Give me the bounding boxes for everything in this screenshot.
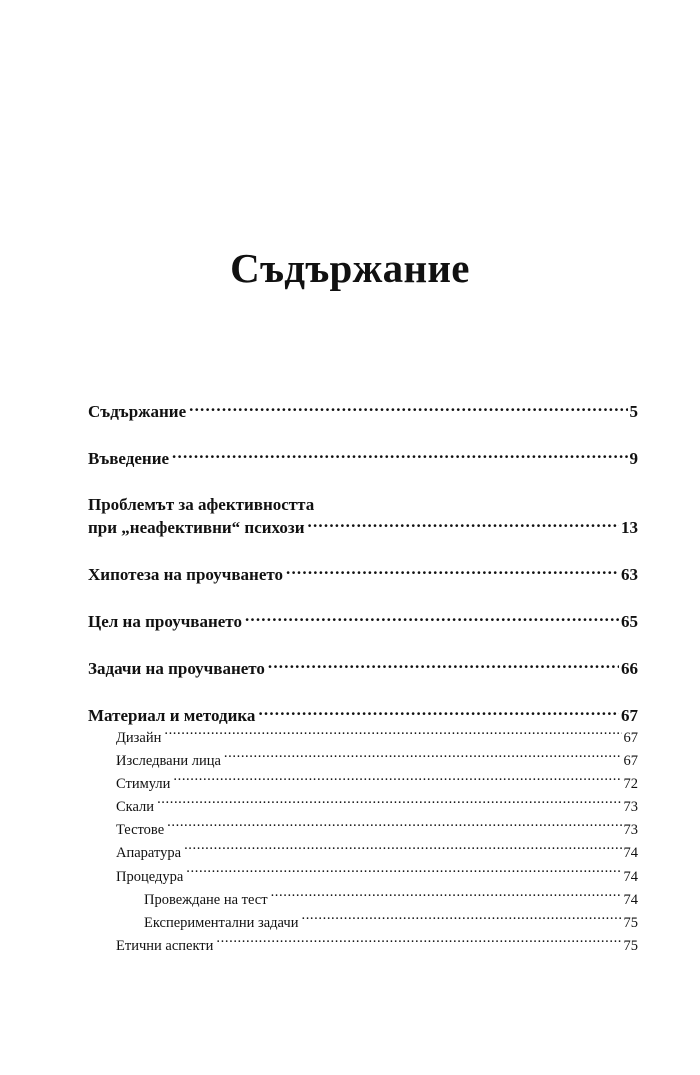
- table-of-contents: [88, 400, 638, 958]
- toc-entry-label-line1[interactable]: Проблемът за афективността: [88, 495, 315, 514]
- toc-subentry-label: Тестове: [116, 822, 165, 839]
- toc-entry-contents[interactable]: [88, 400, 638, 423]
- toc-subentry-test-conduct[interactable]: [88, 889, 638, 912]
- toc-entry-label: Цел на проучването: [88, 612, 242, 631]
- toc-subentry-label: Апаратура: [116, 845, 182, 862]
- toc-subentry-page: 67: [623, 753, 638, 770]
- toc-subentry-label: Дизайн: [116, 730, 162, 746]
- toc-subentry-label: Етични аспекти: [116, 937, 214, 954]
- dot-leader: [245, 610, 619, 627]
- toc-entry-page: 63: [621, 565, 638, 584]
- toc-entry-label: Хипотеза на проучването: [88, 565, 284, 584]
- dot-leader: [164, 728, 621, 743]
- toc-entry-page: 13: [621, 518, 638, 537]
- toc-entry-page: 5: [629, 402, 638, 421]
- dot-leader: [184, 843, 621, 858]
- dot-leader: [268, 657, 619, 674]
- toc-entry-label: Съдържание: [88, 402, 187, 421]
- toc-subentry-page: 74: [623, 845, 638, 862]
- dot-leader: [186, 866, 621, 881]
- toc-subentry-label: Скали: [116, 799, 155, 816]
- toc-subentry-page: 73: [623, 799, 638, 816]
- dot-leader: [157, 797, 621, 812]
- toc-subentry-page: 75: [623, 937, 638, 954]
- dot-leader: [258, 704, 619, 721]
- toc-entry-page: 66: [621, 659, 638, 678]
- toc-subentry-page: 72: [623, 776, 638, 793]
- toc-subentry-page: 73: [623, 822, 638, 839]
- toc-entry-page: 67: [621, 706, 638, 725]
- toc-subentry-label: Стимули: [116, 776, 171, 793]
- toc-entry-page: 65: [621, 612, 638, 631]
- toc-entry-affectivity-problem[interactable]: [88, 516, 638, 539]
- toc-entry-aim[interactable]: [88, 610, 638, 633]
- toc-subentry-page: 74: [623, 891, 638, 908]
- toc-subentry-subjects[interactable]: [88, 750, 638, 773]
- toc-entry-tasks[interactable]: [88, 657, 638, 680]
- toc-subentry-page: 74: [623, 868, 638, 885]
- toc-subentry-stimuli[interactable]: [88, 773, 638, 796]
- dot-leader: [173, 774, 621, 789]
- dot-leader: [172, 447, 627, 464]
- page-title: Съдържание: [230, 245, 470, 291]
- dot-leader: [189, 400, 627, 417]
- dot-leader: [286, 563, 619, 580]
- toc-subentry-label: Процедура: [116, 868, 184, 885]
- toc-entry-hypothesis[interactable]: [88, 563, 638, 586]
- dot-leader: [271, 889, 622, 904]
- dot-leader: [216, 935, 621, 950]
- toc-subentry-page: 67: [623, 730, 638, 746]
- toc-subentry-procedure[interactable]: [88, 866, 638, 889]
- toc-subentry-design[interactable]: [88, 727, 638, 750]
- toc-subentry-ethics[interactable]: [88, 935, 638, 958]
- dot-leader: [308, 516, 619, 533]
- toc-subentry-experimental-tasks[interactable]: [88, 912, 638, 935]
- toc-subentry-tests[interactable]: [88, 819, 638, 842]
- toc-entry-label: Задачи на проучването: [88, 659, 265, 678]
- toc-subentry-apparatus[interactable]: [88, 842, 638, 865]
- dot-leader: [301, 912, 621, 927]
- dot-leader: [167, 820, 621, 835]
- toc-entry-label: Материал и методика: [88, 706, 256, 725]
- toc-subentry-scales[interactable]: [88, 796, 638, 819]
- toc-entry-label: Въведение: [88, 449, 170, 468]
- toc-subentry-page: 75: [623, 914, 638, 931]
- toc-entry-label: при „неафективни“ психози: [88, 518, 305, 537]
- toc-subentry-label: Експериментални задачи: [144, 914, 299, 931]
- toc-entry-page: 9: [629, 449, 638, 468]
- toc-subentry-label: Провеждане на тест: [144, 891, 268, 908]
- dot-leader: [224, 751, 622, 766]
- toc-entry-material-methods[interactable]: [88, 704, 638, 727]
- toc-subentry-label: Изследвани лица: [116, 753, 221, 770]
- toc-entry-introduction[interactable]: [88, 447, 638, 470]
